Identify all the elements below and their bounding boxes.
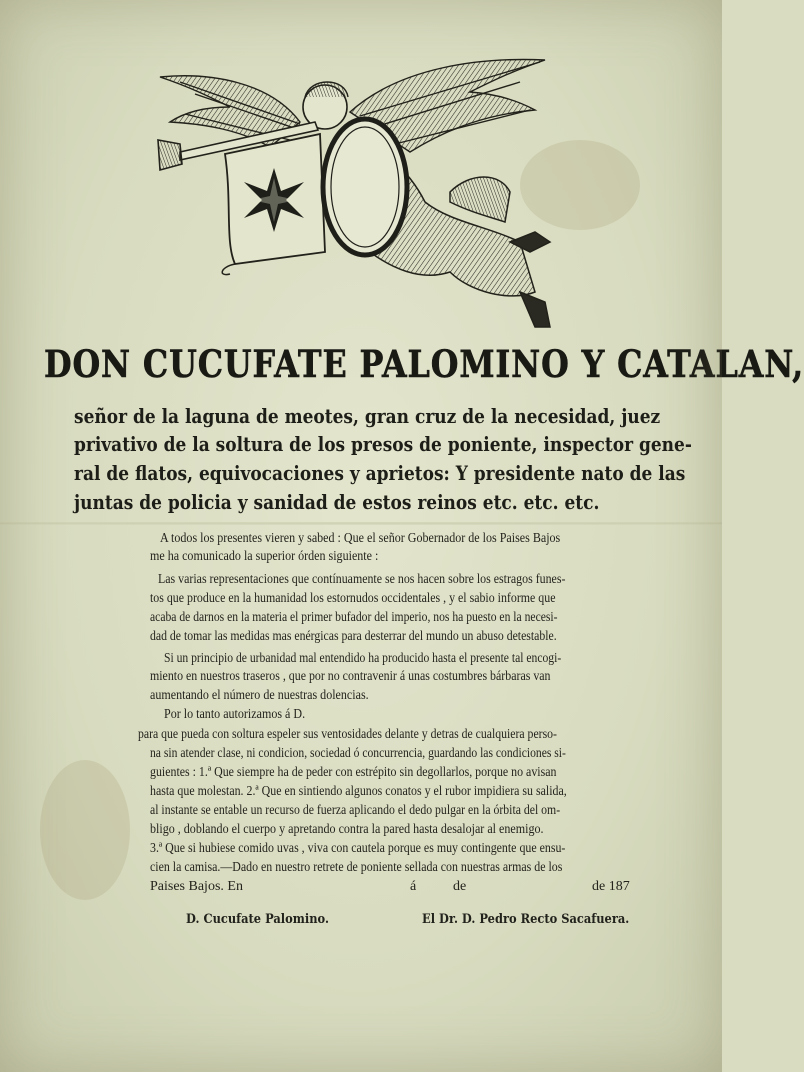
body-line: guientes : 1.ª Que siempre ha de peder con estrépito sin degollarlos, porque no avisan — [150, 765, 557, 780]
body-line: na sin atender clase, ni condicion, sociedad ó concurrencia, guardando las condiciones si- — [150, 746, 566, 761]
page-title: DON CUCUFATE PALOMINO Y CATALAN, — [44, 342, 804, 386]
body-line: tos que produce en la humanidad los estornudos occidentales , y el sabio informe que — [150, 591, 556, 606]
body-line: al instante se entable un recurso de fuerza aplicando el dedo pulgar en la órbita del om- — [150, 803, 561, 818]
subtitle-line: privativo de la soltura de los presos de poniente, inspector gene- — [74, 432, 692, 456]
paper-fold — [0, 522, 722, 525]
body-line: miento en nuestros traseros , que por no contravenir á unas costumbres bárbaras van — [150, 669, 551, 684]
body-line: cien la camisa.—Dado en nuestro retrete de poniente sellada con nuestras armas de los — [150, 860, 563, 875]
signature-right: El Dr. D. Pedro Recto Sacafuera. — [422, 912, 630, 927]
body-line: hasta que molestan. 2.ª Que en sintiendo algunos conatos y el rubor impidiera su salida, — [150, 784, 567, 799]
date-line-mid: á — [410, 879, 417, 894]
date-line-year: de 187 — [592, 879, 630, 894]
body-line: Si un principio de urbanidad mal entendido ha producido hasta el presente tal encogi- — [164, 651, 562, 666]
subtitle-line: señor de la laguna de meotes, gran cruz de la necesidad, juez — [74, 404, 661, 428]
banner-flag — [222, 134, 325, 275]
date-line-start: Paises Bajos. En — [150, 879, 243, 894]
body-line: acaba de darnos en la materia el primer bufador del imperio, nos ha puesto en la necesi- — [150, 610, 558, 625]
body-line: para que pueda con soltura espeler sus ventosidades delante y detras de cualquiera perso- — [138, 727, 557, 742]
body-line: aumentando el número de nuestras dolencias. — [150, 688, 369, 703]
signature-left: D. Cucufate Palomino. — [186, 912, 329, 927]
date-line-de: de — [453, 879, 467, 894]
body-line: Las varias representaciones que contínuamente se nos hacen sobre los estragos funes- — [158, 572, 566, 587]
subtitle-line: juntas de policia y sanidad de estos reinos etc. etc. etc. — [74, 490, 600, 514]
body-line: Por lo tanto autorizamos á D. — [164, 707, 306, 722]
body-line: me ha comunicado la superior órden siguiente : — [150, 549, 379, 564]
angel-trumpet-illustration — [150, 52, 570, 332]
oval-shield — [323, 119, 407, 255]
body-line: bligo , doblando el cuerpo y apretando contra la pared hasta desalojar al enemigo. — [150, 822, 544, 837]
subtitle-line: ral de flatos, equivocaciones y aprietos: Y presidente nato de las — [74, 461, 686, 485]
body-line: A todos los presentes vieren y sabed : Que el señor Gobernador de los Paises Bajos — [160, 531, 561, 546]
body-line: 3.ª Que si hubiese comido uvas , viva con cautela porque es muy contingente que ensu- — [150, 841, 566, 856]
body-line: dad de tomar las medidas mas enérgicas para desterrar del mundo un abuso detestable. — [150, 629, 557, 644]
paper-stain — [40, 760, 130, 900]
